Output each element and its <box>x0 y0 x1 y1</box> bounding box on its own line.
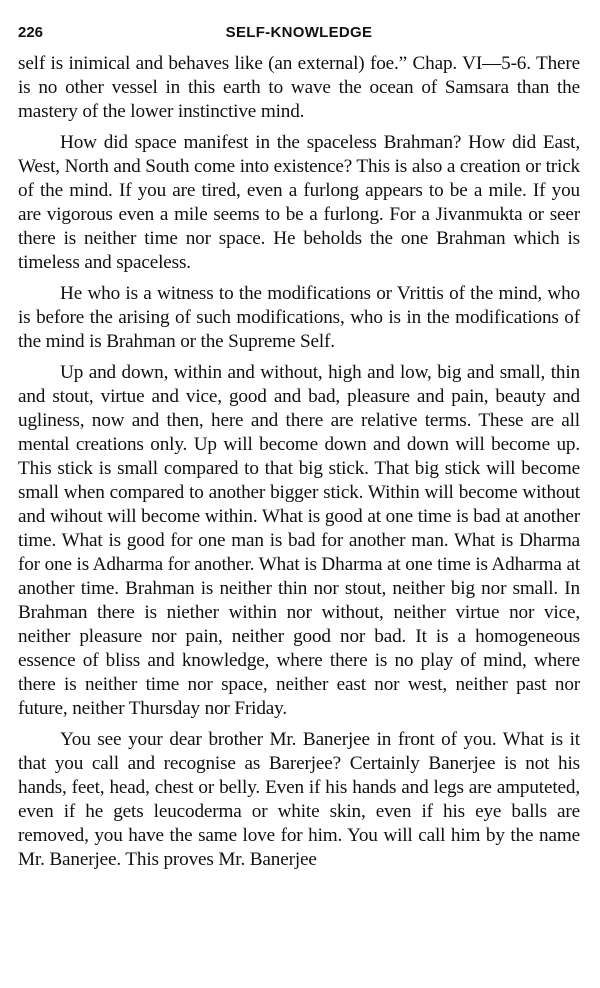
paragraph-banerjee: You see your dear brother Mr. Banerjee in front of you. What is it that you call and recognise as Barerjee? Certainly Banerjee is not his hands, feet, head, chest or belly. Even if his hands and legs are amputeted, even if he gets leucoderma or white skin, even if his eye balls are removed, you have the same love for him. You will call him by the name Mr. Banerjee. This proves Mr. Banerjee <box>18 729 580 870</box>
paragraph-witness: He who is a witness to the modifications or Vrittis of the mind, who is before the arising of such modifications, who is in the modifications of the mind is Brahman or the Supreme Self. <box>18 283 580 352</box>
paragraph-continued: self is inimical and behaves like (an external) foe.” Chap. VI—5-6. There is no other vessel in this earth to wave the ocean of Samsara than the mastery of the lower instinctive mind. <box>18 53 580 122</box>
running-header <box>18 22 580 44</box>
paragraph-relative-terms: Up and down, within and without, high and low, big and small, thin and stout, virtue and vice, good and bad, pleasure and pain, beauty and ugliness, now and then, here and there are relative terms. These are all mental creations only. Up will become down and down will become up. This stick is small compared to that big stick. That big stick will become small when compared to another bigger stick. Within will become without and wihout will become within. What is good at one time is bad at another time. What is good for one man is bad for another man. What is Dharma for one is Adharma for another. What is Dharma at one time is Adharma at another time. Brahman is neither thin nor stout, neither big nor small. In Brahman there is niether within nor without, neither virtue nor vice, neither pleasure nor pain, neither good nor bad. It is a homogeneous essence of bliss and knowledge, where there is no play of mind, where there is neither time nor space, neither east nor west, neither past nor future, neither Thursday nor Friday. <box>18 362 580 719</box>
paragraph-space: How did space manifest in the spaceless Brahman? How did East, West, North and South come into existence? This is also a creation or trick of the mind. If you are tired, even a furlong appears to be a mile. If you are vigorous even a mile seems to be a furlong. For a Jivanmukta or seer there is neither time nor space. He beholds the one Brahman which is timeless and spaceless. <box>18 132 580 273</box>
body-text <box>18 52 580 872</box>
page-number: 226 <box>18 24 44 41</box>
running-title: SELF-KNOWLEDGE <box>225 24 373 41</box>
